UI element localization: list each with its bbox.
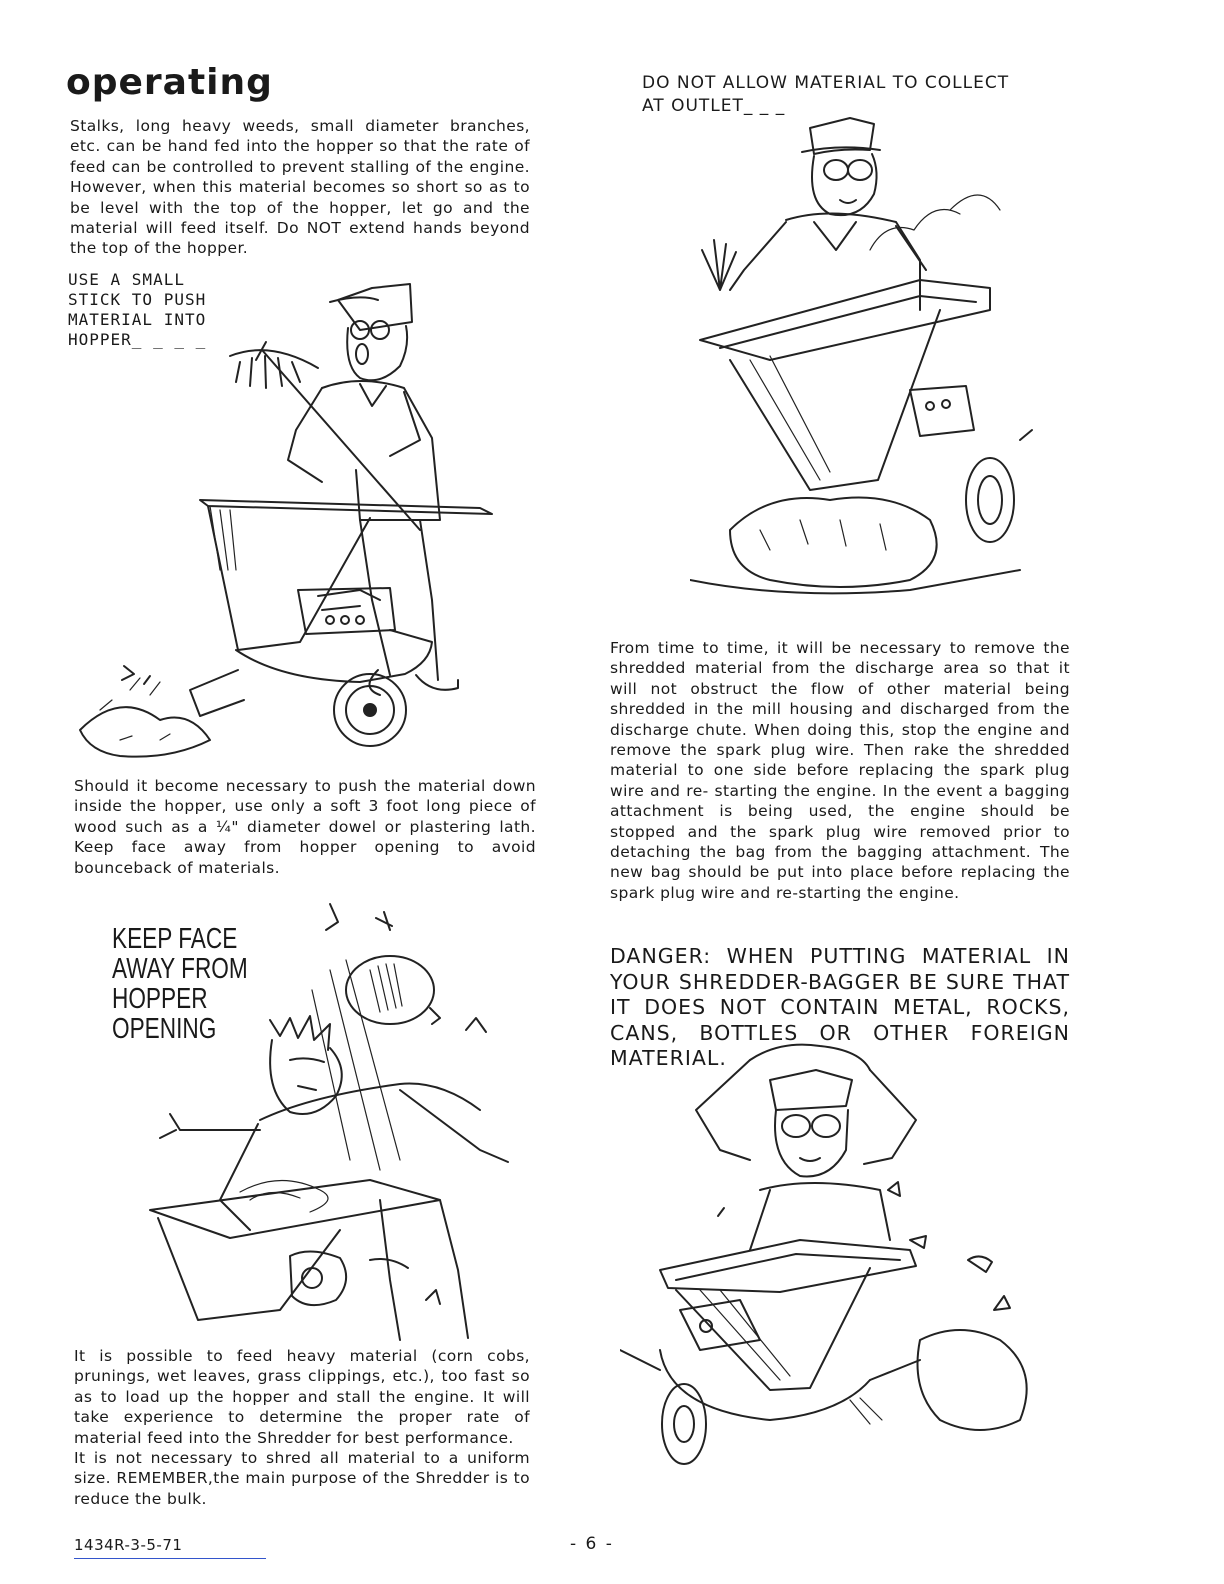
intro-paragraph bbox=[70, 116, 530, 259]
footer-code bbox=[74, 1536, 182, 1554]
push-paragraph bbox=[74, 776, 536, 878]
intro-text: Stalks, long heavy weeds, small diameter branches, etc. can be hand fed into the hopper so that the rate of feed can be controlled to prevent stalling of the engine. However, when this material becomes so short so as to be level with the top of the hopper, let go and the material will feed itself. Do NOT extend hands beyond the top of the hopper. bbox=[70, 117, 530, 258]
illustration-foreign-material bbox=[620, 1040, 1060, 1480]
remember-text: It is not necessary to shred all material to a uniform size. REMEMBER,the main purpose of the Shredder is to reduce the bulk. bbox=[74, 1449, 530, 1508]
danger-warning: DANGER: WHEN PUTTING MATERIAL IN YOUR SHREDDER-BAGGER BE SURE THAT IT DOES NOT CONTAIN METAL, ROCKS, CANS, BOTTLES OR OTHER FOREIGN MATERIAL. bbox=[610, 944, 1070, 1071]
page-title: operating bbox=[66, 62, 273, 103]
heavy-material-text: It is possible to feed heavy material (corn cobs, prunings, wet leaves, grass clippings, etc.), too fast so as to load up the hopper and stall the engine. It will take experience to determine the proper rate of material feed into the Shredder for best performance. bbox=[74, 1347, 530, 1447]
caption-use-stick: USE A SMALL STICK TO PUSH MATERIAL INTO HOPPER_ _ _ _ bbox=[68, 270, 207, 349]
heavy-material-paragraph bbox=[74, 1346, 530, 1509]
footer-code-text: 1434R-3-5-71 bbox=[74, 1536, 183, 1554]
remove-material-paragraph bbox=[610, 638, 1070, 903]
footer-underline bbox=[74, 1558, 266, 1559]
caption-do-not-allow: DO NOT ALLOW MATERIAL TO COLLECT AT OUTLET_ _ _ bbox=[642, 73, 1010, 116]
illustration-outlet bbox=[690, 110, 1040, 620]
illustration-stick-push bbox=[60, 270, 550, 775]
push-text: Should it become necessary to push the material down inside the hopper, use only a soft 3 foot long piece of wood such as a ¼" diameter dowel or plastering lath. Keep face away from hopper opening to avoid bounceback of materials. bbox=[74, 777, 536, 877]
caption-keep-face-away: KEEP FACE AWAY FROM HOPPER OPENING bbox=[112, 923, 248, 1045]
illustration-keep-face-away bbox=[140, 900, 560, 1345]
page-number: - 6 - bbox=[570, 1534, 614, 1554]
remove-material-text: From time to time, it will be necessary to remove the shredded material from the discharge area so that it will not obstruct the flow of other material being shredded in the mill housing and discharged from the discharge chute. When doing this, stop the engine and remove the spark plug wire. Then rake the shredded material to one side before replacing the spark plug wire and re- starting the engine. In the event a bagging attachment is being used, the engine should be stopped and the spark plug wire removed prior to detaching the bag from the bagging attachment. The new bag should be put into place before replacing the spark plug wire and re-starting the engine. bbox=[610, 639, 1070, 902]
